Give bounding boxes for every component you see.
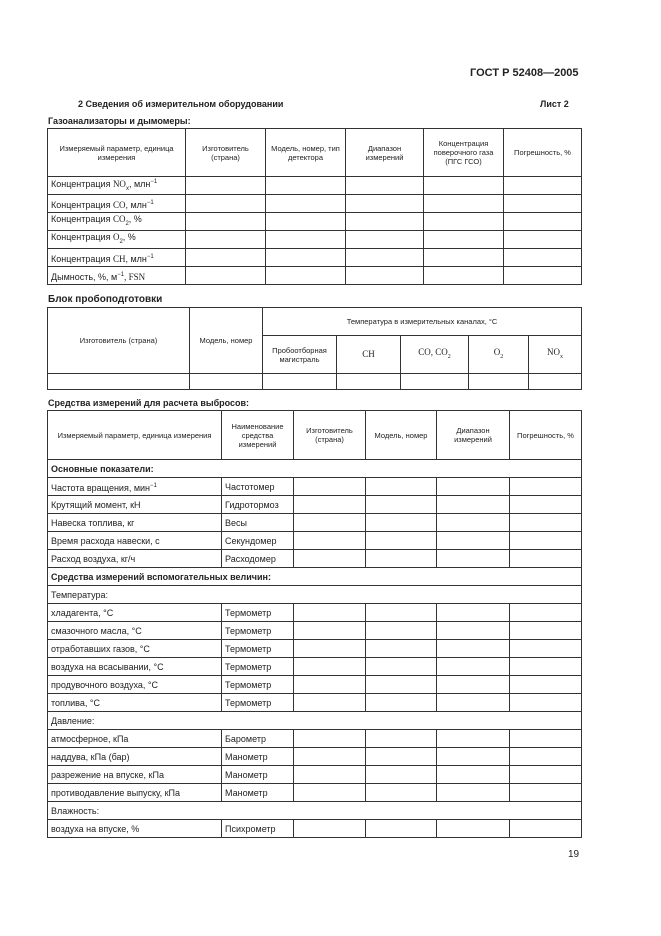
unit-sup: −1: [146, 199, 154, 206]
empty-cell: [366, 514, 437, 532]
empty-cell: [366, 766, 437, 784]
param-text: топлива, °С: [51, 697, 100, 708]
param-text: смазочного масла, °С: [51, 625, 142, 636]
empty-cell: [294, 730, 366, 748]
empty-cell: [346, 177, 424, 195]
instrument-cell: Манометр: [222, 748, 294, 766]
means-header: Погрешность, %: [510, 411, 582, 460]
empty-cell: [366, 622, 437, 640]
empty-cell: [437, 622, 510, 640]
instrument-cell: Манометр: [222, 766, 294, 784]
section-row: [48, 586, 582, 604]
param-text: противодавление выпуску, кПа: [51, 787, 180, 798]
instrument-cell: Термометр: [222, 640, 294, 658]
empty-cell: [437, 658, 510, 676]
gas-param-cell: [48, 177, 186, 195]
empty-cell: [504, 177, 582, 195]
param-cell: [48, 658, 222, 676]
gas-header: Измеряемый параметр, единица измерения: [48, 129, 186, 177]
param-unit: , млн: [125, 253, 147, 264]
table-row: [48, 177, 582, 195]
empty-cell: [510, 496, 582, 514]
empty-cell: [294, 496, 366, 514]
empty-cell: [366, 820, 437, 838]
instrument-cell: Расходомер: [222, 550, 294, 568]
table-row: [48, 514, 582, 532]
empty-cell: [510, 640, 582, 658]
empty-cell: [510, 694, 582, 712]
param-text: наддува, кПа (бар): [51, 751, 130, 762]
prep-header-o2: [469, 336, 529, 374]
empty-cell: [186, 249, 266, 267]
table-row: [48, 730, 582, 748]
section-row: [48, 568, 582, 586]
empty-cell: [437, 514, 510, 532]
instrument-cell: Термометр: [222, 694, 294, 712]
instrument-cell: Термометр: [222, 604, 294, 622]
empty-cell: [346, 213, 424, 231]
empty-cell: [510, 748, 582, 766]
param-text: Концентрация: [51, 214, 113, 225]
empty-cell: [266, 177, 346, 195]
empty-cell: [346, 195, 424, 213]
empty-cell: [437, 766, 510, 784]
empty-cell: [510, 604, 582, 622]
empty-cell: [266, 231, 346, 249]
table-row: [48, 748, 582, 766]
empty-cell: [366, 748, 437, 766]
formula-sub: 2: [447, 353, 451, 360]
empty-cell: [186, 177, 266, 195]
formula-ch: CH: [362, 349, 375, 359]
sheet-label: Лист 2: [540, 99, 569, 109]
unit-sup: −1: [150, 482, 157, 489]
param-unit: , млн: [128, 179, 151, 190]
param-text: Расход воздуха, кг/ч: [51, 553, 136, 564]
param-cell: [48, 730, 222, 748]
instrument-cell: Частотомер: [222, 478, 294, 496]
prep-section-title: Блок пробоподготовки: [48, 294, 163, 305]
empty-cell: [510, 766, 582, 784]
formula: CO: [112, 199, 126, 210]
empty-cell: [424, 231, 504, 249]
empty-cell: [186, 213, 266, 231]
section-label: Основные показатели:: [48, 460, 582, 478]
param-cell: [48, 784, 222, 802]
param-cell: [48, 676, 222, 694]
empty-cell: [294, 658, 366, 676]
section-label: Средства измерений вспомогательных величин:: [48, 568, 582, 586]
table-row: [48, 550, 582, 568]
prep-header-maker: Изготовитель (страна): [48, 308, 190, 374]
table-row: [48, 267, 582, 285]
formula-sub: 2: [125, 220, 129, 227]
empty-cell: [437, 640, 510, 658]
page-number: 19: [568, 849, 580, 860]
section-row: [48, 460, 582, 478]
empty-cell: [437, 730, 510, 748]
empty-cell: [510, 676, 582, 694]
param-unit: , %: [122, 232, 136, 243]
empty-cell: [294, 676, 366, 694]
formula-sub: 2: [500, 353, 504, 360]
table-row: [48, 478, 582, 496]
empty-cell: [510, 550, 582, 568]
empty-cell: [437, 532, 510, 550]
table-row: [48, 213, 582, 231]
empty-cell: [510, 478, 582, 496]
param-cell: [48, 550, 222, 568]
gas-section-title: Газоанализаторы и дымомеры:: [48, 116, 191, 126]
table-row: [48, 195, 582, 213]
means-header: Модель, номер: [366, 411, 437, 460]
section-row: [48, 802, 582, 820]
empty-cell: [504, 231, 582, 249]
param-tail: , FSN: [124, 271, 146, 282]
means-header: Наименование средства измерений: [222, 411, 294, 460]
empty-cell: [294, 766, 366, 784]
param-cell: [48, 532, 222, 550]
empty-cell: [294, 640, 366, 658]
table-row: [48, 622, 582, 640]
param-text: Концентрация: [51, 179, 113, 190]
gas-param-cell: [48, 231, 186, 249]
table-row: [48, 676, 582, 694]
param-text: воздуха на впуске, %: [51, 823, 140, 834]
means-header: Изготовитель (страна): [294, 411, 366, 460]
empty-cell: [366, 550, 437, 568]
doc-code: ГОСТ Р 52408—2005: [470, 67, 579, 79]
empty-cell: [504, 213, 582, 231]
table-row: [48, 820, 582, 838]
param-text: Частота вращения, мин: [51, 482, 151, 493]
param-text: хладагента, °С: [51, 607, 114, 618]
empty-cell: [294, 748, 366, 766]
unit-sup: −1: [146, 253, 154, 260]
empty-cell: [366, 658, 437, 676]
param-cell: [48, 640, 222, 658]
empty-cell: [294, 820, 366, 838]
means-section-title: Средства измерений для расчета выбросов:: [48, 398, 250, 408]
formula: O: [112, 232, 120, 243]
table-row: [48, 694, 582, 712]
param-text: Концентрация: [51, 232, 113, 243]
table-row: [48, 231, 582, 249]
empty-cell: [186, 231, 266, 249]
empty-cell: [437, 784, 510, 802]
empty-cell: [266, 249, 346, 267]
instrument-cell: Секундомер: [222, 532, 294, 550]
empty-cell: [266, 267, 346, 285]
empty-cell: [510, 730, 582, 748]
param-cell: [48, 622, 222, 640]
table-row: [48, 532, 582, 550]
prep-header-line: Пробоотборная магистраль: [263, 336, 337, 374]
empty-cell: [346, 231, 424, 249]
param-text: Крутящий момент, кН: [51, 499, 141, 510]
param-text: Концентрация: [51, 199, 113, 210]
param-text: Время расхода навески, с: [51, 535, 160, 546]
table-row: [48, 766, 582, 784]
param-text: разрежение на впуске, кПа: [51, 769, 164, 780]
empty-cell: [366, 676, 437, 694]
table-row: [48, 496, 582, 514]
instrument-cell: Термометр: [222, 658, 294, 676]
empty-cell: [437, 604, 510, 622]
formula: CH: [112, 253, 126, 264]
instrument-cell: Термометр: [222, 676, 294, 694]
empty-cell: [437, 478, 510, 496]
formula: CO: [112, 214, 126, 225]
empty-cell: [366, 640, 437, 658]
empty-cell: [366, 496, 437, 514]
formula-no: NO: [547, 346, 561, 357]
means-header: Измеряемый параметр, единица измерения: [48, 411, 222, 460]
table-row: [48, 658, 582, 676]
table-row: [48, 640, 582, 658]
empty-cell: [186, 195, 266, 213]
empty-cell: [437, 694, 510, 712]
formula-sub: x: [125, 185, 129, 192]
gas-param-cell: [48, 249, 186, 267]
prep-table: [47, 307, 582, 390]
section-row: [48, 712, 582, 730]
prep-header-ch: [337, 336, 401, 374]
means-header-row: [48, 411, 582, 460]
gas-header: Погрешность, %: [504, 129, 582, 177]
param-text: атмосферное, кПа: [51, 733, 129, 744]
gas-analyzers-table: [47, 128, 582, 285]
empty-cell: [510, 514, 582, 532]
empty-cell: [504, 195, 582, 213]
section-title: 2 Сведения об измерительном оборудовании: [78, 99, 284, 109]
gas-header-row: [48, 129, 582, 177]
param-text: Концентрация: [51, 253, 113, 264]
section-label: Температура:: [48, 586, 582, 604]
instrument-cell: Барометр: [222, 730, 294, 748]
empty-cell: [424, 213, 504, 231]
empty-cell: [366, 694, 437, 712]
empty-cell: [424, 267, 504, 285]
param-cell: [48, 766, 222, 784]
gas-param-cell: [48, 213, 186, 231]
empty-cell: [366, 784, 437, 802]
empty-cell: [294, 532, 366, 550]
param-text: продувочного воздуха, °С: [51, 679, 158, 690]
gas-param-cell: [48, 195, 186, 213]
section-label: Влажность:: [48, 802, 582, 820]
empty-cell: [366, 532, 437, 550]
empty-cell: [266, 213, 346, 231]
gas-header: Модель, номер, тип детектора: [266, 129, 346, 177]
gas-param-cell: [48, 267, 186, 285]
section-label: Давление:: [48, 712, 582, 730]
param-cell: [48, 694, 222, 712]
empty-cell: [366, 604, 437, 622]
instrument-cell: Гидротормоз: [222, 496, 294, 514]
empty-cell: [510, 658, 582, 676]
formula: NO: [112, 179, 126, 190]
param-cell: [48, 820, 222, 838]
param-text: воздуха на всасывании, °С: [51, 661, 164, 672]
empty-cell: [424, 249, 504, 267]
param-cell: [48, 496, 222, 514]
param-text: отработавших газов, °С: [51, 643, 150, 654]
empty-cell: [504, 267, 582, 285]
empty-cell: [424, 195, 504, 213]
gas-header: Изготовитель (страна): [186, 129, 266, 177]
empty-cell: [366, 730, 437, 748]
prep-header-model: Модель, номер: [190, 308, 263, 374]
instrument-cell: Термометр: [222, 622, 294, 640]
empty-cell: [186, 267, 266, 285]
empty-cell: [346, 249, 424, 267]
prep-header-co: [401, 336, 469, 374]
empty-cell: [294, 622, 366, 640]
empty-cell: [366, 478, 437, 496]
prep-header-temp: Температура в измерительных каналах, °С: [263, 308, 582, 336]
empty-cell: [346, 267, 424, 285]
empty-cell: [294, 784, 366, 802]
prep-header-nox: [529, 336, 582, 374]
formula-o: O: [493, 346, 501, 357]
empty-cell: [437, 550, 510, 568]
param-unit: , %: [128, 214, 142, 225]
empty-cell: [437, 676, 510, 694]
unit-sup: −1: [150, 179, 158, 186]
param-text: Дымность, %, м: [51, 271, 118, 282]
table-row: [48, 784, 582, 802]
empty-cell: [266, 195, 346, 213]
empty-cell: [437, 820, 510, 838]
empty-cell: [424, 177, 504, 195]
empty-cell: [510, 532, 582, 550]
empty-cell: [294, 604, 366, 622]
empty-cell: [294, 514, 366, 532]
means-header: Диапазон измерений: [437, 411, 510, 460]
param-cell: [48, 748, 222, 766]
param-cell: [48, 514, 222, 532]
formula-sub: x: [560, 353, 564, 360]
param-cell: [48, 604, 222, 622]
table-row: [48, 604, 582, 622]
param-text: Навеска топлива, кг: [51, 517, 135, 528]
table-row: [48, 249, 582, 267]
empty-cell: [294, 550, 366, 568]
empty-cell: [294, 478, 366, 496]
unit-sup: −1: [117, 271, 125, 278]
formula-co: CO, CO: [418, 346, 448, 357]
instrument-cell: Психрометр: [222, 820, 294, 838]
formula-sub: 2: [119, 238, 123, 245]
param-unit: , млн: [125, 199, 147, 210]
empty-cell: [510, 622, 582, 640]
empty-cell: [504, 249, 582, 267]
param-cell: [48, 478, 222, 496]
instrument-cell: Весы: [222, 514, 294, 532]
gas-header: Концентрация поверочного газа (ПГС ГСО): [424, 129, 504, 177]
empty-cell: [437, 748, 510, 766]
prep-blank-row: [48, 374, 582, 390]
instrument-cell: Манометр: [222, 784, 294, 802]
gas-header: Диапазон измерений: [346, 129, 424, 177]
means-table: [47, 410, 582, 838]
empty-cell: [294, 694, 366, 712]
empty-cell: [510, 784, 582, 802]
empty-cell: [437, 496, 510, 514]
empty-cell: [510, 820, 582, 838]
